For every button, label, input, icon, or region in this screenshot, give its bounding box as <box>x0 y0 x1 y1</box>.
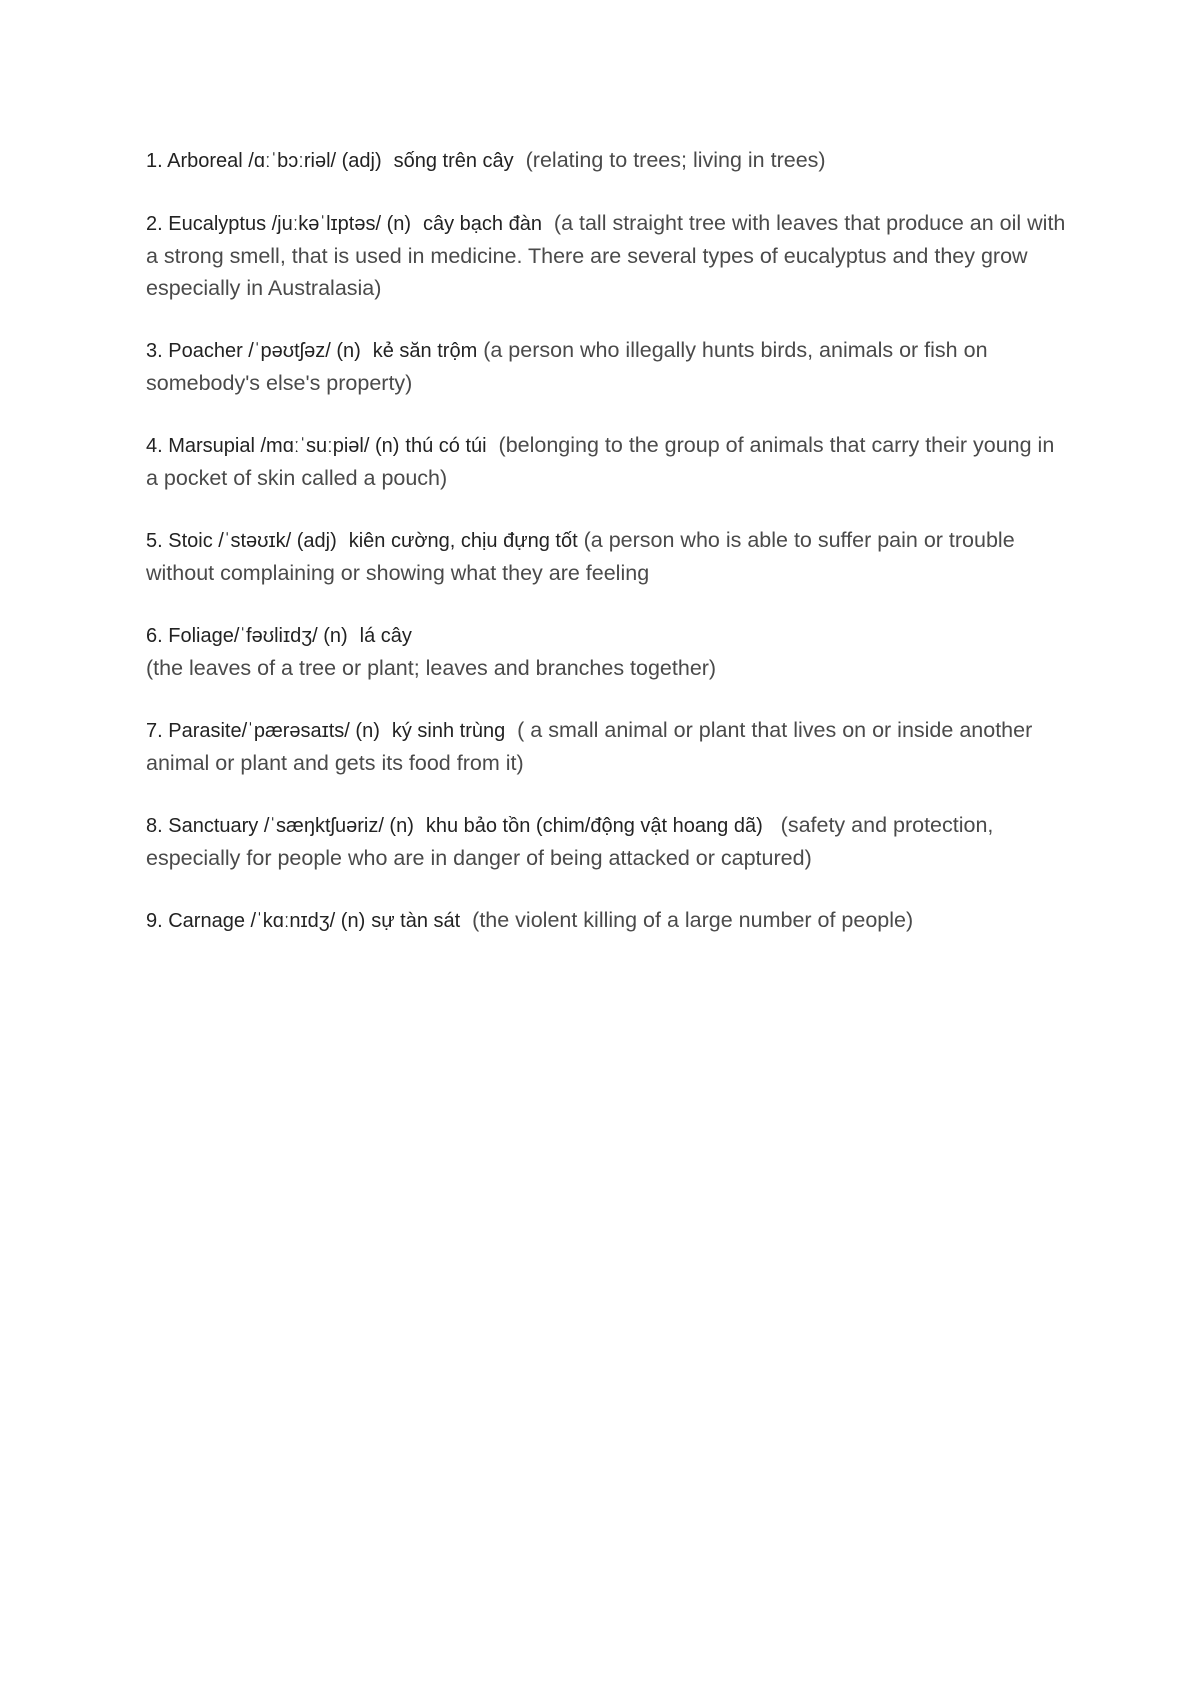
entry-definition: (a person who illegally hunts birds, animals or fish on somebody's else's property) <box>146 338 988 395</box>
vocab-entry-marsupial <box>146 429 1066 494</box>
vocab-entry-sanctuary <box>146 809 1066 874</box>
vocab-entry-poacher <box>146 334 1066 399</box>
entry-vietnamese-meaning: kiên cường, chịu đựng tốt <box>348 530 578 552</box>
entry-definition: ( a small animal or plant that lives on or inside another animal or plant and gets its food from it) <box>146 718 1033 775</box>
entry-headword: 9. Carnage /ˈkɑːnɪdʒ/ (n) <box>146 910 366 932</box>
entry-vietnamese-meaning: cây bạch đàn <box>422 213 542 235</box>
entry-vietnamese-meaning: ký sinh trùng <box>391 720 506 742</box>
entry-definition: (relating to trees; living in trees) <box>525 148 826 172</box>
entry-headword: 4. Marsupial /mɑːˈsuːpiəl/ (n) <box>146 435 400 457</box>
entry-vietnamese-meaning: thú có túi <box>405 435 487 457</box>
vocab-entry-carnage <box>146 904 1066 937</box>
entry-definition: (a person who is able to suffer pain or trouble without complaining or showing what they are feeling <box>146 528 1015 585</box>
vocab-entry-foliage <box>146 619 1066 684</box>
entry-definition: (a tall straight tree with leaves that produce an oil with a strong smell, that is used in medicine. There are several types of eucalyptus and they grow especially in Australasia) <box>146 211 1066 300</box>
entry-definition: (safety and protection, especially for people who are in danger of being attacked or captured) <box>146 813 994 870</box>
entry-headword: 5. Stoic /ˈstəʊɪk/ (adj) <box>146 530 337 552</box>
vocab-entry-eucalyptus <box>146 207 1066 304</box>
vocab-entry-stoic <box>146 524 1066 589</box>
entry-headword: 7. Parasite/ˈpærəsaɪts/ (n) <box>146 720 380 742</box>
entry-headword: 8. Sanctuary /ˈsæŋktʃuəriz/ (n) <box>146 815 414 837</box>
entry-definition: (the leaves of a tree or plant; leaves and branches together) <box>146 656 717 680</box>
vocab-entry-arboreal <box>146 144 1066 177</box>
entry-headword: 2. Eucalyptus /juːkəˈlɪptəs/ (n) <box>146 213 412 235</box>
entry-headword: 1. Arboreal /ɑːˈbɔːriəl/ (adj) <box>146 150 382 172</box>
entry-definition: (belonging to the group of animals that carry their young in a pocket of skin called a pouch) <box>146 433 1055 490</box>
entry-definition: (the violent killing of a large number of people) <box>472 908 914 932</box>
entry-vietnamese-meaning: sống trên cây <box>393 150 514 172</box>
entry-vietnamese-meaning: lá cây <box>359 625 412 647</box>
entry-vietnamese-meaning: khu bảo tồn (chim/động vật hoang dã) <box>425 815 763 837</box>
vocabulary-list <box>146 144 1066 967</box>
entry-headword: 3. Poacher /ˈpəʊtʃəz/ (n) <box>146 340 361 362</box>
entry-vietnamese-meaning: kẻ săn trộm <box>372 340 478 362</box>
vocab-entry-parasite <box>146 714 1066 779</box>
entry-vietnamese-meaning: sự tàn sát <box>371 910 461 932</box>
entry-headword: 6. Foliage/ˈfəʊliɪdʒ/ (n) <box>146 625 348 647</box>
